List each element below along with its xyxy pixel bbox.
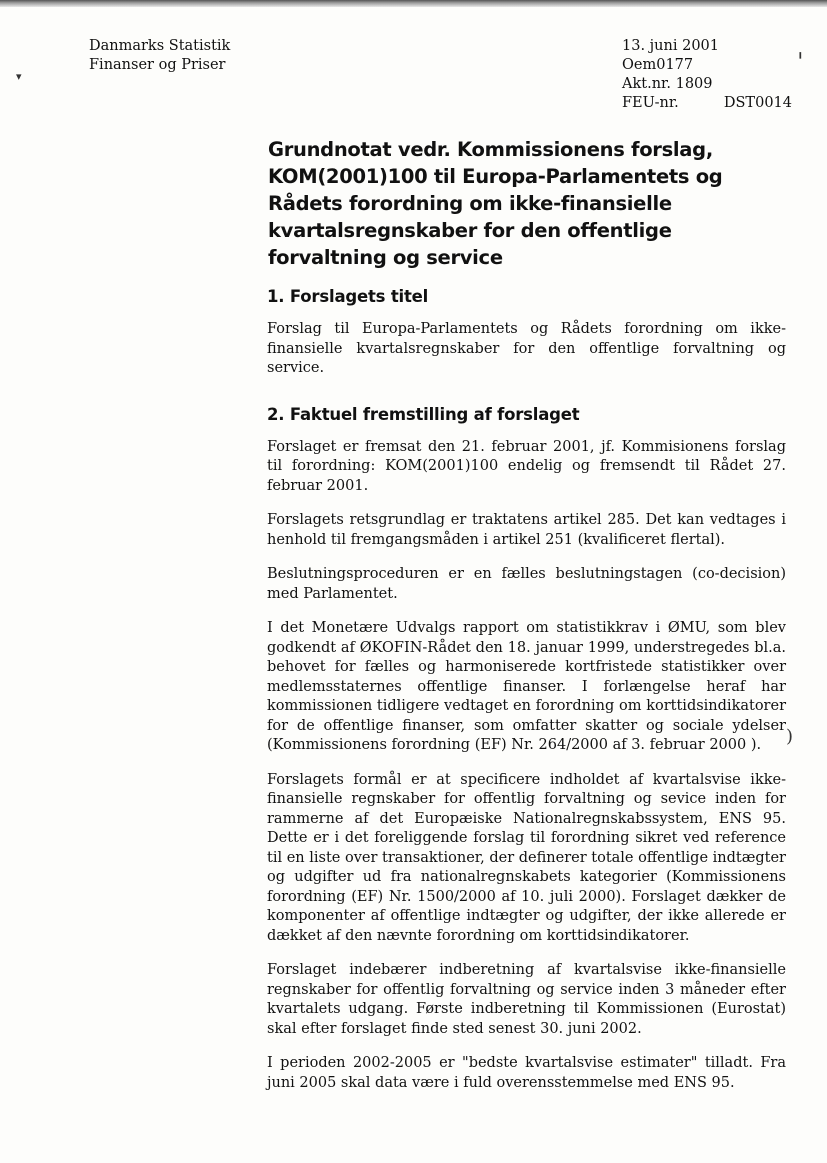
section-1-paragraph: Forslag til Europa-Parlamentets og Rådets forordning om ikke-finansielle kvartalsregnskaber for den offentlige forvaltning og service. bbox=[267, 321, 786, 376]
document-body bbox=[267, 287, 786, 1108]
section-2-paragraph: Forslagets retsgrundlag er traktatens artikel 285. Det kan vedtages i henhold til fremgangsmåden i artikel 251 (kvalificeret flertal). bbox=[267, 512, 786, 548]
section-2-paragraph: Beslutningsproceduren er en fælles beslutningstagen (co-decision) med Parlamentet. bbox=[267, 566, 786, 602]
case-number: Akt.nr. 1809 bbox=[622, 76, 713, 92]
section-2-heading: 2. Faktuel fremstilling af forslaget bbox=[267, 404, 580, 424]
scan-speck: ▾ bbox=[16, 70, 22, 83]
document-date: 13. juni 2001 bbox=[622, 38, 719, 54]
document-metadata bbox=[622, 37, 792, 113]
scan-edge-shadow bbox=[0, 0, 827, 7]
scan-speck: ╻ bbox=[797, 46, 804, 59]
section-2-paragraph: I perioden 2002-2005 er "bedste kvartalsvise estimater" tilladt. Fra juni 2005 skal data være i fuld overensstemmelse med ENS 95. bbox=[267, 1055, 786, 1091]
sender-department: Finanser og Priser bbox=[89, 57, 226, 73]
section-1-heading: 1. Forslagets titel bbox=[267, 287, 429, 306]
section-2-paragraph: Forslaget er fremsat den 21. februar 2001, jf. Kommisionens forslag til forordning: KOM(2001)100 endelig og fremsendt til Rådet 27. februar 2001. bbox=[267, 438, 786, 494]
section-2-paragraph: Forslaget indebærer indberetning af kvartalsvise ikke-finansielle regnskaber for offentlig forvaltning og service inden 3 måneder efter kvartalets udgang. Første indberetning til Kommissionen (Eurostat) skal efter forslaget finde sted senest 30. juni 2002. bbox=[267, 962, 786, 1037]
feu-label: FEU-nr. bbox=[622, 95, 679, 111]
feu-value: DST0014 bbox=[723, 95, 792, 111]
sender-block bbox=[89, 37, 230, 75]
scan-pen-mark: ) bbox=[786, 726, 794, 747]
section-2-paragraph: Forslagets formål er at specificere indholdet af kvartalsvise ikke-finansielle regnskaber for offentlig forvaltning og sevice inden for rammerne af det Europæiske Nationalregnskabssystem, ENS 95. Dette er i det foreliggende forslag til forordning sikret ved reference til en liste over transaktioner, der definerer totale offentlige indtægter og udgifter ud fra nationalregnskabets kategorier (Kommissionens forordning (EF) Nr. 1500/2000 af 10. juli 2000). Forslaget dækker de komponenter af offentlige indtægter og udgifter, der ikke allerede er dækket af den nævnte forordning om korttidsindikatorer. bbox=[267, 771, 786, 944]
sender-organization: Danmarks Statistik bbox=[89, 38, 231, 54]
document-reference: Oem0177 bbox=[622, 57, 694, 73]
feu-number-row bbox=[622, 94, 792, 113]
section-2-paragraph: I det Monetære Udvalgs rapport om statistikkrav i ØMU, som blev godkendt af ØKOFIN-Rådet den 18. januar 1999, understregedes bl.a. behovet for fælles og harmoniserede kortfristede statistikker over medlemsstaternes offentlige finanser. I forlængelse heraf har kommissionen tidligere vedtaget en forordning om korttidsindikatorer for de offentlige finanser, som omfatter skatter og sociale ydelser (Kommissionens forordning (EF) Nr. 264/2000 af 3. februar 2000 ). bbox=[267, 620, 786, 753]
document-title: Grundnotat vedr. Kommissionens forslag, KOM(2001)100 til Europa-Parlamentets og Rådets forordning om ikke-finansielle kvartalsregnskaber for den offentlige forvaltning og service bbox=[268, 138, 723, 269]
